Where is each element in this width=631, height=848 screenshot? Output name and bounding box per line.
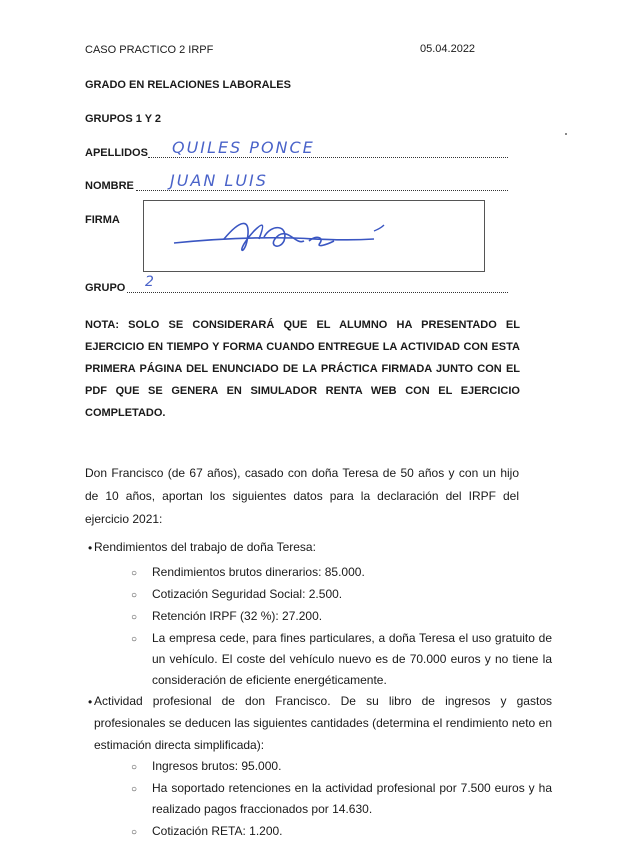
nota-paragraph: NOTA: SOLO SE CONSIDERARÁ QUE EL ALUMNO HA PRESENTADO EL EJERCICIO EN TIEMPO Y FORMA CUANDO ENTREGUE LA ACTIVIDAD CON ESTA PRIMERA PÁGINA DEL ENUNCIADO DE LA PRÁCTICA FIRMADA JUNTO CON EL PDF QUE SE GENERA EN SIMULADOR RENTA WEB CON EL EJERCICIO COMPLETADO. <box>85 319 520 419</box>
sub-bullet-icon: ○ <box>131 612 138 623</box>
nombre-line <box>136 190 508 191</box>
bullet-dot: • <box>88 541 93 555</box>
signature-box <box>143 200 485 272</box>
scan-speck <box>565 133 567 135</box>
sub-bullet-icon: ○ <box>131 634 138 645</box>
list-item: Retención IRPF (32 %): 27.200. <box>152 609 323 623</box>
document-date: 05.04.2022 <box>420 43 476 55</box>
degree-heading: GRADO EN RELACIONES LABORALES <box>85 79 291 91</box>
sub-bullet-icon: ○ <box>131 784 138 795</box>
groups-heading: GRUPOS 1 Y 2 <box>85 113 162 125</box>
firma-label: FIRMA <box>85 214 120 226</box>
list-item: Ingresos brutos: 95.000. <box>152 759 282 773</box>
section2-title: Actividad profesional de don Francisco. De su libro de ingresos y gastos profesionales se deducen las siguientes cantidades (determina el rendimiento neto en estimación directa simplificada): <box>94 694 552 752</box>
apellidos-label: APELLIDOS <box>85 147 148 159</box>
list-item: Cotización RETA: 1.200. <box>152 824 283 838</box>
list-item: La empresa cede, para fines particulares, a doña Teresa el uso gratuito de un vehículo. El coste del vehículo nuevo es de 70.000 euros y no tiene la consideración de eficiente energéticamente. <box>152 631 552 687</box>
grupo-handwritten: 2 <box>145 274 156 290</box>
signature-image <box>144 201 484 271</box>
list-item: Ha soportado retenciones en la actividad profesional por 7.500 euros y ha realizado pagos fraccionados por 14.630. <box>152 781 552 816</box>
section1-title: Rendimientos del trabajo de doña Teresa: <box>94 540 316 554</box>
sub-bullet-icon: ○ <box>131 762 138 773</box>
grupo-line <box>127 292 508 293</box>
intro-paragraph: Don Francisco (de 67 años), casado con doña Teresa de 50 años y con un hijo de 10 años, aportan los siguientes datos para la declaración del IRPF del ejercicio 2021: <box>85 466 519 526</box>
sub-bullet-icon: ○ <box>131 568 138 579</box>
list-item: Rendimientos brutos dinerarios: 85.000. <box>152 565 365 579</box>
course-title: CASO PRACTICO 2 IRPF <box>85 44 214 56</box>
nombre-handwritten: JUAN LUIS <box>170 171 268 190</box>
sub-bullet-icon: ○ <box>131 590 138 601</box>
nombre-label: NOMBRE <box>85 180 134 192</box>
sub-bullet-icon: ○ <box>131 827 138 838</box>
bullet-dot: • <box>88 695 93 709</box>
list-item: Cotización Seguridad Social: 2.500. <box>152 587 343 601</box>
grupo-label: GRUPO <box>85 282 126 294</box>
apellidos-line <box>148 157 508 158</box>
apellidos-handwritten: QUILES PONCE <box>172 138 315 157</box>
